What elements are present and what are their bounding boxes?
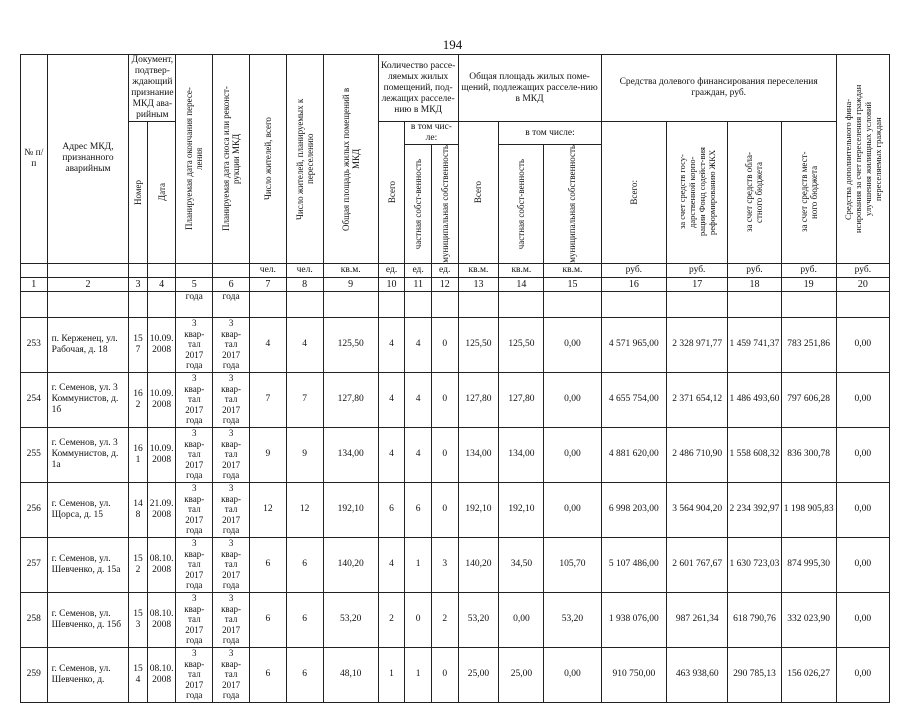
column-number: 7 — [249, 277, 286, 291]
header-finance-group: Средства долевого финансирования переселения граждан, руб. — [601, 55, 836, 122]
header-total-area: Общая площадь жилых помещений в МКД — [340, 87, 361, 231]
row-fin-fund: 2 601 767,67 — [667, 537, 728, 592]
row-fin-local: 156 026,27 — [781, 647, 836, 702]
header-count-group: Количество рассе-ляемых жилых помещений, под-лежащих расселе-нию в МКД — [378, 55, 458, 122]
row-planned-end: 3 квар- тал 2017 года — [176, 317, 213, 372]
row-residents-total: 6 — [249, 592, 286, 647]
row-fin-regional: 1 459 741,37 — [728, 317, 781, 372]
row-number: 255 — [21, 427, 48, 482]
row-count-municipal: 2 — [431, 592, 458, 647]
row-residents-planned: 12 — [286, 482, 323, 537]
row-fin-total: 1 938 076,00 — [601, 592, 666, 647]
row-fin-total: 4 655 754,00 — [601, 372, 666, 427]
row-residents-planned: 7 — [286, 372, 323, 427]
row-fin-fund: 2 371 654,12 — [667, 372, 728, 427]
row-fin-total: 4 571 965,00 — [601, 317, 666, 372]
page-number: 194 — [442, 37, 463, 52]
header-number: Номер — [133, 179, 144, 205]
row-count-total: 4 — [378, 537, 405, 592]
row-fin-local: 797 606,28 — [781, 372, 836, 427]
unit-cell: кв.м. — [544, 263, 601, 277]
column-number: 5 — [176, 277, 213, 291]
header-area-total: Всего — [473, 181, 484, 204]
column-number: 16 — [601, 277, 666, 291]
row-residents-total: 12 — [249, 482, 286, 537]
row-residents-total: 9 — [249, 427, 286, 482]
unit-cell: руб. — [836, 263, 889, 277]
table-body — [21, 317, 890, 702]
table-row — [21, 317, 890, 372]
row-residents-planned: 6 — [286, 592, 323, 647]
header-regional: за счет средств обла-стного бюджета — [744, 152, 765, 233]
continued-row — [21, 291, 890, 317]
fragment-end: года — [176, 291, 213, 317]
row-planned-demolition: 3 квар- тал 2017 года — [213, 372, 250, 427]
row-planned-demolition: 3 квар- тал 2017 года — [213, 482, 250, 537]
row-planned-end: 3 квар- тал 2017 года — [176, 647, 213, 702]
row-count-total: 2 — [378, 592, 405, 647]
row-fin-fund: 2 486 710,90 — [667, 427, 728, 482]
row-count-private: 4 — [405, 427, 432, 482]
row-area-private: 0,00 — [499, 592, 544, 647]
row-count-municipal: 0 — [431, 372, 458, 427]
header-area-municipal: муниципальная собственность — [567, 145, 578, 263]
row-count-municipal: 0 — [431, 482, 458, 537]
column-numbers-row — [21, 277, 890, 291]
row-number: 259 — [21, 647, 48, 702]
header-document: Документ, подтвер-ждающий признание МКД ава-рийным — [129, 55, 176, 122]
row-fin-total: 6 998 203,00 — [601, 482, 666, 537]
row-fin-fund: 2 328 971,77 — [667, 317, 728, 372]
row-count-private: 1 — [405, 537, 432, 592]
header-fund: за счет средств госу-дарственной корпо-рации Фонд содейст-вия реформированию ЖКХ — [677, 147, 718, 237]
row-number: 257 — [21, 537, 48, 592]
row-extra-funds: 0,00 — [836, 427, 889, 482]
row-area-total: 53,20 — [458, 592, 499, 647]
row-fin-local: 874 995,30 — [781, 537, 836, 592]
row-extra-funds: 0,00 — [836, 317, 889, 372]
row-planned-end: 3 квар- тал 2017 года — [176, 537, 213, 592]
unit-cell: чел. — [249, 263, 286, 277]
table-row — [21, 372, 890, 427]
row-count-municipal: 3 — [431, 537, 458, 592]
row-fin-local: 836 300,78 — [781, 427, 836, 482]
row-count-total: 1 — [378, 647, 405, 702]
row-area-private: 192,10 — [499, 482, 544, 537]
row-area-private: 125,50 — [499, 317, 544, 372]
header-date: Дата — [156, 183, 167, 202]
table-header — [21, 55, 890, 318]
unit-cell: руб. — [728, 263, 781, 277]
row-fin-regional: 290 785,13 — [728, 647, 781, 702]
column-number: 10 — [378, 277, 405, 291]
row-address: г. Семенов, ул. Щорса, д. 15 — [47, 482, 129, 537]
row-fin-regional: 1 558 608,32 — [728, 427, 781, 482]
row-area-total: 127,80 — [458, 372, 499, 427]
row-extra-funds: 0,00 — [836, 647, 889, 702]
row-area-private: 134,00 — [499, 427, 544, 482]
row-address: г. Семенов, ул. Шевченко, д. — [47, 647, 129, 702]
unit-cell: чел. — [286, 263, 323, 277]
row-planned-end: 3 квар- тал 2017 года — [176, 372, 213, 427]
header-area-private: частная собст-венность — [516, 158, 527, 249]
column-number: 17 — [667, 277, 728, 291]
row-doc-date: 08.10. 2008 — [147, 537, 176, 592]
header-address: Адрес МКД, признанного аварийным — [47, 55, 129, 264]
row-area-private: 34,50 — [499, 537, 544, 592]
row-doc-number: 16 1 — [129, 427, 147, 482]
row-total-area: 134,00 — [323, 427, 378, 482]
row-fin-total: 5 107 486,00 — [601, 537, 666, 592]
row-fin-local: 783 251,86 — [781, 317, 836, 372]
row-fin-local: 332 023,90 — [781, 592, 836, 647]
header-count-municipal: муниципальная собственность — [439, 145, 450, 263]
column-number: 8 — [286, 277, 323, 291]
unit-cell: кв.м. — [323, 263, 378, 277]
row-area-municipal: 0,00 — [544, 427, 601, 482]
row-address: г. Семенов, ул. Шевченко, д. 15б — [47, 592, 129, 647]
column-number: 12 — [431, 277, 458, 291]
row-count-private: 4 — [405, 372, 432, 427]
column-number: 2 — [47, 277, 129, 291]
row-count-private: 0 — [405, 592, 432, 647]
unit-cell: руб. — [667, 263, 728, 277]
header-no: № п/п — [21, 55, 48, 264]
row-total-area: 53,20 — [323, 592, 378, 647]
row-doc-number: 16 2 — [129, 372, 147, 427]
row-area-total: 25,00 — [458, 647, 499, 702]
unit-cell: руб. — [601, 263, 666, 277]
row-planned-demolition: 3 квар- тал 2017 года — [213, 537, 250, 592]
unit-cell: руб. — [781, 263, 836, 277]
unit-cell: кв.м. — [499, 263, 544, 277]
header-fin-total: Всего: — [628, 180, 639, 205]
row-count-private: 4 — [405, 317, 432, 372]
column-number: 4 — [147, 277, 176, 291]
row-address: г. Семенов, ул. Шевченко, д. 15а — [47, 537, 129, 592]
row-number: 253 — [21, 317, 48, 372]
unit-cell: ед. — [431, 263, 458, 277]
column-number: 3 — [129, 277, 147, 291]
row-count-municipal: 0 — [431, 647, 458, 702]
table-row — [21, 427, 890, 482]
row-number: 256 — [21, 482, 48, 537]
row-area-private: 25,00 — [499, 647, 544, 702]
row-count-municipal: 0 — [431, 427, 458, 482]
row-fin-regional: 1 630 723,03 — [728, 537, 781, 592]
row-doc-date: 10.09. 2008 — [147, 427, 176, 482]
row-residents-total: 4 — [249, 317, 286, 372]
row-area-total: 134,00 — [458, 427, 499, 482]
row-count-private: 1 — [405, 647, 432, 702]
row-residents-planned: 4 — [286, 317, 323, 372]
resettlement-table — [20, 54, 890, 703]
row-total-area: 125,50 — [323, 317, 378, 372]
row-fin-regional: 618 790,76 — [728, 592, 781, 647]
row-planned-demolition: 3 квар- тал 2017 года — [213, 427, 250, 482]
row-total-area: 192,10 — [323, 482, 378, 537]
table-row — [21, 482, 890, 537]
row-address: г. Семенов, ул. 3 Коммунистов, д. 1б — [47, 372, 129, 427]
row-fin-total: 4 881 620,00 — [601, 427, 666, 482]
row-count-total: 6 — [378, 482, 405, 537]
row-residents-planned: 6 — [286, 537, 323, 592]
row-planned-end: 3 квар- тал 2017 года — [176, 592, 213, 647]
column-number: 14 — [499, 277, 544, 291]
header-local: за счет средств мест-ного бюджета — [798, 152, 819, 233]
header-count-including: в том чис-ле: — [405, 122, 458, 145]
row-area-municipal: 53,20 — [544, 592, 601, 647]
row-extra-funds: 0,00 — [836, 482, 889, 537]
row-residents-total: 6 — [249, 537, 286, 592]
row-address: п. Керженец, ул. Рабочая, д. 18 — [47, 317, 129, 372]
header-residents-total: Число жителей, всего — [262, 117, 273, 201]
row-total-area: 48,10 — [323, 647, 378, 702]
table-row — [21, 537, 890, 592]
row-fin-total: 910 750,00 — [601, 647, 666, 702]
row-doc-date: 08.10. 2008 — [147, 647, 176, 702]
row-doc-date: 10.09. 2008 — [147, 317, 176, 372]
header-area-group: Общая площадь жилых поме-щений, подлежащих расселе-нию в МКД — [458, 55, 601, 122]
row-doc-number: 15 2 — [129, 537, 147, 592]
row-fin-fund: 987 261,34 — [667, 592, 728, 647]
row-count-municipal: 0 — [431, 317, 458, 372]
row-residents-total: 6 — [249, 647, 286, 702]
row-doc-number: 15 7 — [129, 317, 147, 372]
row-count-total: 4 — [378, 427, 405, 482]
row-planned-demolition: 3 квар- тал 2017 года — [213, 647, 250, 702]
row-planned-demolition: 3 квар- тал 2017 года — [213, 592, 250, 647]
row-number: 254 — [21, 372, 48, 427]
row-residents-planned: 6 — [286, 647, 323, 702]
column-number: 19 — [781, 277, 836, 291]
column-number: 11 — [405, 277, 432, 291]
row-extra-funds: 0,00 — [836, 372, 889, 427]
table-row — [21, 647, 890, 702]
row-fin-regional: 2 234 392,97 — [728, 482, 781, 537]
row-count-total: 4 — [378, 317, 405, 372]
header-planned-end: Планируемая дата окончания пересе-ления — [184, 87, 205, 231]
row-area-total: 140,20 — [458, 537, 499, 592]
row-area-municipal: 0,00 — [544, 317, 601, 372]
row-area-municipal: 0,00 — [544, 647, 601, 702]
row-address: г. Семенов, ул. 3 Коммунистов, д. 1а — [47, 427, 129, 482]
column-number: 18 — [728, 277, 781, 291]
row-number: 258 — [21, 592, 48, 647]
row-doc-date: 08.10. 2008 — [147, 592, 176, 647]
header-planned-demolition: Планируемая дата сноса или реконст-рукции МКД — [221, 86, 242, 232]
row-planned-demolition: 3 квар- тал 2017 года — [213, 317, 250, 372]
header-count-total: Всего — [386, 181, 397, 204]
row-area-private: 127,80 — [499, 372, 544, 427]
row-fin-regional: 1 486 493,60 — [728, 372, 781, 427]
row-area-total: 192,10 — [458, 482, 499, 537]
header-extra-funds: Средства дополнительного фина-нсирования за счет переселения граждан улучшения жилищных условий переселяемых граждан — [842, 84, 883, 234]
row-doc-date: 10.09. 2008 — [147, 372, 176, 427]
row-residents-planned: 9 — [286, 427, 323, 482]
row-total-area: 127,80 — [323, 372, 378, 427]
row-fin-fund: 463 938,60 — [667, 647, 728, 702]
row-doc-number: 14 8 — [129, 482, 147, 537]
header-area-including: в том числе: — [499, 122, 601, 145]
unit-cell: ед. — [405, 263, 432, 277]
row-area-municipal: 0,00 — [544, 372, 601, 427]
column-number: 9 — [323, 277, 378, 291]
column-number: 15 — [544, 277, 601, 291]
row-area-municipal: 105,70 — [544, 537, 601, 592]
row-area-municipal: 0,00 — [544, 482, 601, 537]
header-residents-planned: Число жителей, планируемых к переселению — [294, 98, 315, 220]
column-number: 20 — [836, 277, 889, 291]
row-planned-end: 3 квар- тал 2017 года — [176, 482, 213, 537]
row-extra-funds: 0,00 — [836, 537, 889, 592]
row-residents-total: 7 — [249, 372, 286, 427]
row-area-total: 125,50 — [458, 317, 499, 372]
row-doc-date: 21.09. 2008 — [147, 482, 176, 537]
row-fin-fund: 3 564 904,20 — [667, 482, 728, 537]
row-extra-funds: 0,00 — [836, 592, 889, 647]
header-count-private: частная собст-венность — [413, 158, 424, 249]
row-count-total: 4 — [378, 372, 405, 427]
column-number: 13 — [458, 277, 499, 291]
column-number: 1 — [21, 277, 48, 291]
row-doc-number: 15 3 — [129, 592, 147, 647]
row-count-private: 6 — [405, 482, 432, 537]
unit-cell: ед. — [378, 263, 405, 277]
column-number: 6 — [213, 277, 250, 291]
row-doc-number: 15 4 — [129, 647, 147, 702]
units-row — [21, 263, 890, 277]
row-planned-end: 3 квар- тал 2017 года — [176, 427, 213, 482]
unit-cell: кв.м. — [458, 263, 499, 277]
table-row — [21, 592, 890, 647]
row-total-area: 140,20 — [323, 537, 378, 592]
row-fin-local: 1 198 905,83 — [781, 482, 836, 537]
fragment-demolition: года — [213, 291, 250, 317]
